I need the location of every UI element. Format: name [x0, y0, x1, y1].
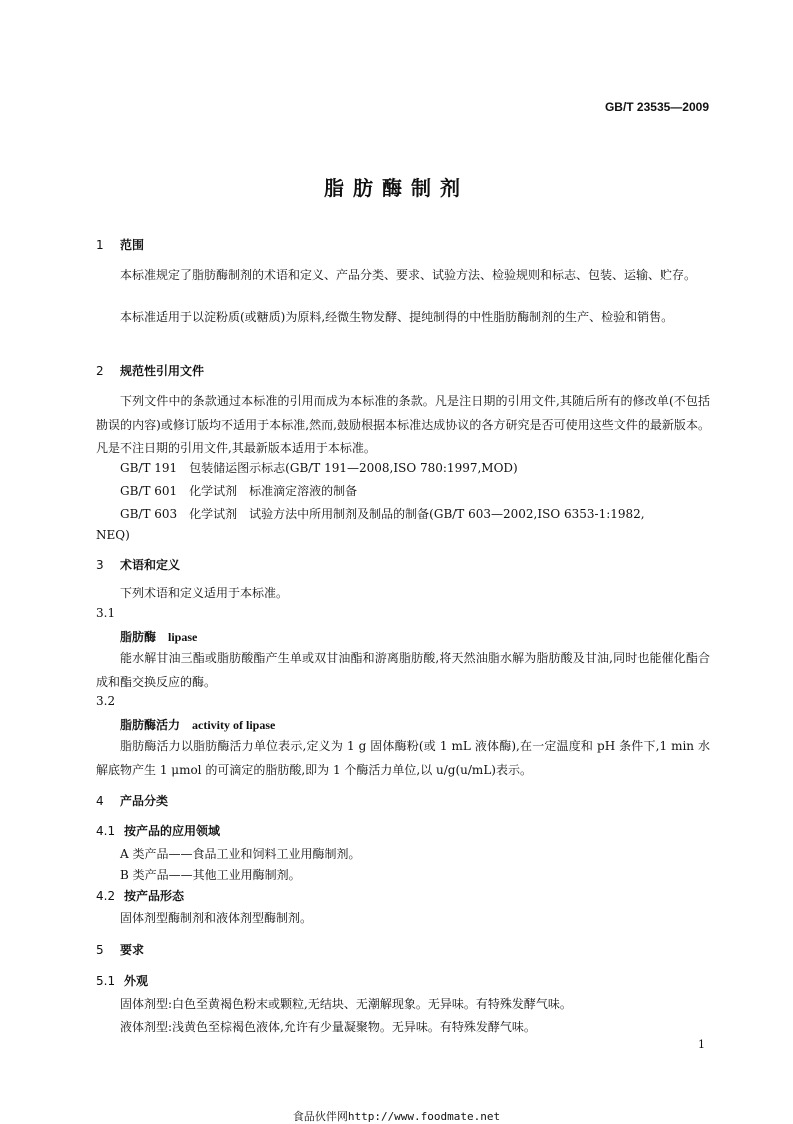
- subsection-heading: [96, 887, 184, 904]
- section-title: 规范性引用文件: [120, 364, 205, 378]
- term-chinese: 脂肪酶活力: [120, 718, 181, 732]
- term-number: 3.2: [96, 694, 116, 708]
- reference-item-continued: NEQ): [96, 528, 130, 542]
- subsection-heading: [96, 822, 220, 839]
- section-title: 产品分类: [120, 794, 169, 808]
- section-number: 3: [96, 558, 104, 572]
- paragraph: 固体剂型酶制剂和液体剂型酶制剂。: [120, 911, 313, 925]
- appearance-liquid: 液体剂型:浅黄色至棕褐色液体,允许有少量凝聚物。无异味。有特殊发酵气味。: [120, 1020, 536, 1034]
- section-heading: [96, 236, 144, 253]
- term-heading: [120, 628, 197, 645]
- category-item: A 类产品——食品工业和饲料工业用酶制剂。: [120, 847, 361, 861]
- section-title: 术语和定义: [120, 558, 181, 572]
- footer-url[interactable]: http://www.foodmate.net: [347, 1110, 501, 1123]
- section-number: 1: [96, 238, 104, 252]
- page-number: 1: [698, 1038, 705, 1051]
- section-number: 2: [96, 364, 104, 378]
- section-title: 要求: [120, 943, 145, 957]
- paragraph: 本标准适用于以淀粉质(或糖质)为原料,经微生物发酵、提纯制得的中性脂肪酶制剂的生产、检验和销售。: [120, 310, 674, 324]
- paragraph: 下列文件中的条款通过本标准的引用而成为本标准的条款。凡是注日期的引用文件,其随后所有的修改单(不包括勘误的内容)或修订版均不适用于本标准,然而,鼓励根据本标准达成协议的各方研究是否可使用这些文件的最新版本。凡是不注日期的引用文件,其最新版本适用于本标准。: [96, 394, 710, 455]
- footer-site: 食品伙伴网: [292, 1110, 348, 1123]
- term-definition: 能水解甘油三酯或脂肪酸酯产生单或双甘油酯和游离脂肪酸,将天然油脂水解为脂肪酸及甘油,同时也能催化酯合成和酯交换反应的酶。: [96, 651, 710, 689]
- paragraph: 下列术语和定义适用于本标准。: [120, 586, 289, 600]
- standard-number: GB/T 23535—2009: [604, 100, 709, 114]
- term-english: activity of lipase: [192, 718, 276, 732]
- section-heading: [96, 362, 204, 379]
- paragraph: 本标准规定了脂肪酶制剂的术语和定义、产品分类、要求、试验方法、检验规则和标志、包装、运输、贮存。: [120, 268, 697, 282]
- subsection-title: 按产品的应用领域: [124, 824, 221, 838]
- subsection-title: 外观: [124, 974, 149, 988]
- subsection-number: 5.1: [96, 974, 116, 988]
- document-title: 脂肪酶制剂: [324, 176, 469, 200]
- section-number: 5: [96, 943, 104, 957]
- term-definition: 脂肪酶活力以脂肪酶活力单位表示,定义为 1 g 固体酶粉(或 1 mL 液体酶),在一定温度和 pH 条件下,1 min 水解底物产生 1 μmol 的可滴定的脂肪酸,即为 1 个酶活力单位,以 u/g(u/mL)表示。: [96, 739, 710, 777]
- reference-item: GB/T 603 化学试剂 试验方法中所用制剂及制品的制备(GB/T 603—2002,ISO 6353-1:1982,: [120, 507, 645, 521]
- term-english: lipase: [168, 630, 198, 644]
- reference-item: GB/T 601 化学试剂 标准滴定溶液的制备: [120, 484, 358, 498]
- subsection-title: 按产品形态: [124, 889, 185, 903]
- section-heading: [96, 941, 144, 958]
- subsection-number: 4.1: [96, 824, 116, 838]
- section-title: 范围: [120, 238, 145, 252]
- term-heading: [120, 716, 275, 733]
- appearance-solid: 固体剂型:白色至黄褐色粉末或颗粒,无结块、无潮解现象。无异味。有特殊发酵气味。: [120, 997, 572, 1011]
- term-chinese: 脂肪酶: [120, 630, 157, 644]
- section-heading: [96, 792, 168, 809]
- term-number: 3.1: [96, 606, 116, 620]
- section-number: 4: [96, 794, 104, 808]
- subsection-heading: [96, 972, 148, 989]
- category-item: B 类产品——其他工业用酶制剂。: [120, 868, 301, 882]
- reference-item: GB/T 191 包装储运图示标志(GB/T 191—2008,ISO 780:1997,MOD): [120, 461, 518, 475]
- subsection-number: 4.2: [96, 889, 116, 903]
- section-heading: [96, 556, 180, 573]
